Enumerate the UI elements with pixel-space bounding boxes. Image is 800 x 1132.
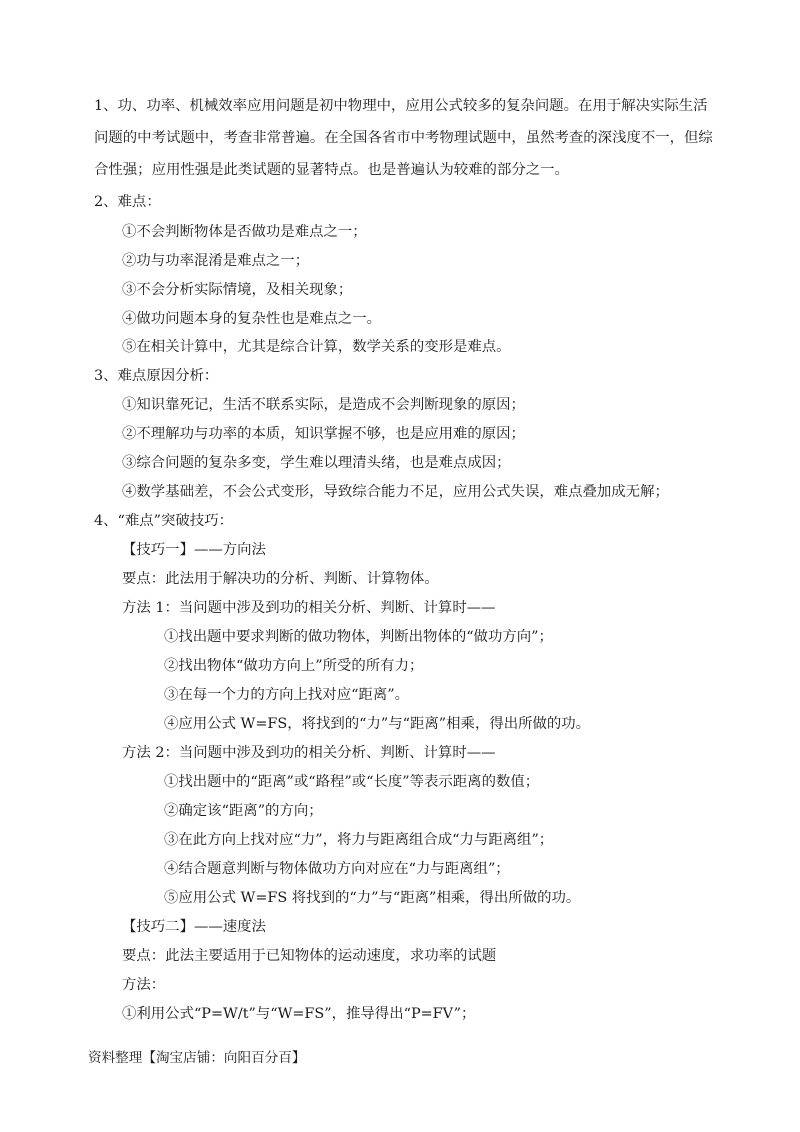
list-item: ②不理解功与功率的本质，知识掌握不够，也是应用难的原因； [122, 426, 525, 442]
text-line: 要点：此法主要适用于已知物体的运动速度，求功率的试题 [122, 948, 497, 964]
list-item: ④结合题意判断与物体做功方向对应在“力与距离组”； [164, 861, 510, 877]
page-footer: 资料整理【淘宝店铺：向阳百分百】 [88, 1050, 306, 1066]
text-line: 1、功、功率、机械效率应用问题是初中物理中，应用公式较多的复杂问题。在用于解决实际生活 [94, 98, 708, 114]
text-line: 要点：此法用于解决功的分析、判断、计算物体。 [122, 571, 439, 587]
list-item: ③不会分析实际情境，及相关现象； [122, 282, 353, 298]
text-line: 合性强；应用性强是此类试题的显著特点。也是普遍认为较难的部分之一。 [94, 162, 569, 178]
subsection-heading: 【技巧一】——方向法 [122, 542, 266, 558]
list-item: ①利用公式“P=W/t”与“W=FS”，推导得出“P=FV”； [122, 1006, 476, 1022]
list-item: ④数学基础差，不会公式变形，导致综合能力不足，应用公式失误，难点叠加成无解； [122, 484, 669, 500]
method-heading: 方法 2：当问题中涉及到功的相关分析、判断、计算时—— [122, 745, 496, 761]
text-line: 问题的中考试题中，考查非常普遍。在全国各省市中考物理试题中，虽然考查的深浅度不一，但综 [94, 130, 713, 146]
subsection-heading: 【技巧二】——速度法 [122, 919, 266, 935]
list-item: ③在此方向上找对应“力”，将力与距离组合成“力与距离组”； [164, 832, 554, 848]
list-item: ①找出题中的“距离”或“路程”或“长度”等表示距离的数值； [164, 774, 540, 790]
list-item: ③在每一个力的方向上找对应“距离”。 [164, 687, 409, 703]
section-heading: 3、难点原因分析： [94, 368, 219, 384]
method-heading: 方法： [122, 977, 166, 993]
list-item: ④应用公式 W=FS，将找到的“力”与“距离”相乘，得出所做的功。 [164, 716, 591, 732]
section-heading: 4、“难点”突破技巧： [94, 513, 233, 529]
method-heading: 方法 1：当问题中涉及到功的相关分析、判断、计算时—— [122, 600, 496, 616]
list-item: ②功与功率混淆是难点之一； [122, 253, 310, 269]
list-item: ⑤应用公式 W=FS 将找到的“力”与“距离”相乘，得出所做的功。 [164, 890, 581, 906]
list-item: ②找出物体“做功方向上”所受的所有力； [164, 658, 424, 674]
list-item: ⑤在相关计算中，尤其是综合计算，数学关系的变形是难点。 [122, 339, 511, 355]
section-heading: 2、难点： [94, 194, 161, 210]
list-item: ②确定该“距离”的方向； [164, 803, 323, 819]
list-item: ④做功问题本身的复杂性也是难点之一。 [122, 311, 382, 327]
list-item: ③综合问题的复杂多变，学生难以理清头绪，也是难点成因； [122, 455, 511, 471]
list-item: ①知识靠死记，生活不联系实际，是造成不会判断现象的原因； [122, 397, 525, 413]
list-item: ①不会判断物体是否做功是难点之一； [122, 224, 367, 240]
list-item: ①找出题中要求判断的做功物体，判断出物体的“做功方向”； [164, 629, 553, 645]
